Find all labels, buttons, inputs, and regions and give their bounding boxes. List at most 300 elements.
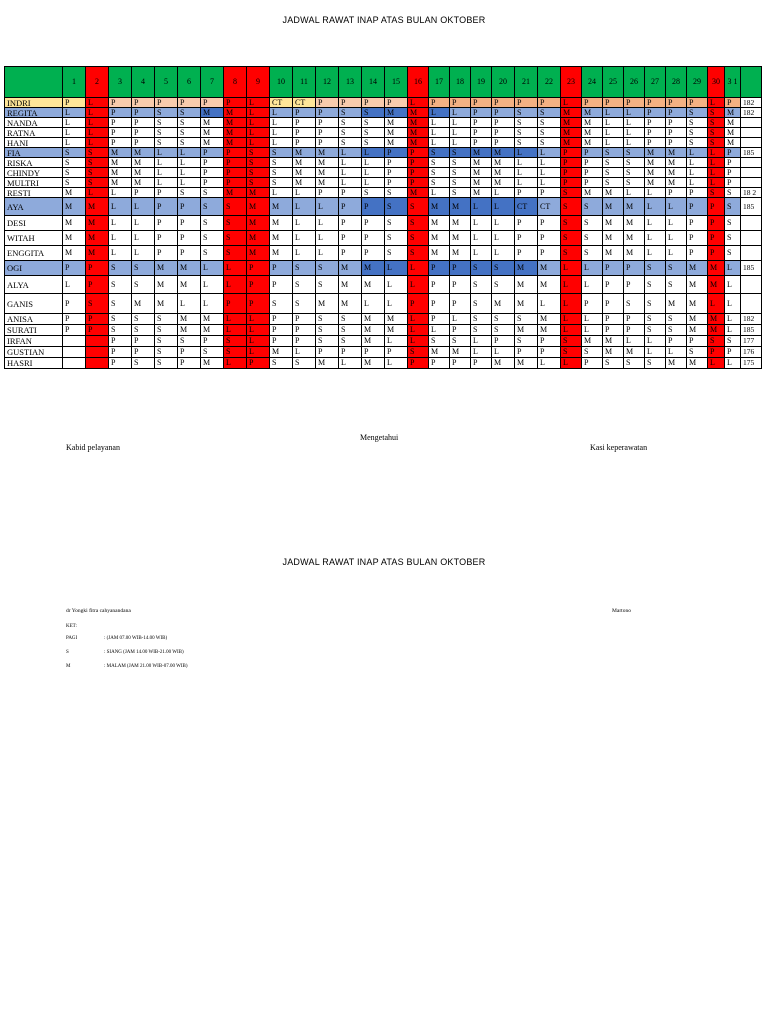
shift-cell: S: [201, 216, 224, 231]
shift-cell: P: [603, 276, 624, 294]
shift-cell: S: [155, 325, 178, 336]
shift-cell: L: [471, 347, 492, 358]
shift-cell: P: [224, 158, 247, 168]
row-extra-number: [741, 158, 762, 168]
shift-cell: CT: [538, 198, 561, 216]
shift-cell: L: [645, 188, 666, 198]
shift-cell: L: [429, 108, 450, 118]
staff-name: RISKA: [5, 158, 63, 168]
shift-cell: S: [86, 148, 109, 158]
shift-cell: S: [492, 325, 515, 336]
shift-cell: P: [471, 98, 492, 108]
shift-cell: S: [687, 347, 708, 358]
shift-cell: L: [109, 198, 132, 216]
shift-cell: M: [725, 108, 741, 118]
shift-cell: M: [362, 314, 385, 325]
shift-cell: L: [293, 231, 316, 246]
shift-cell: M: [515, 276, 538, 294]
day-header: 7: [201, 67, 224, 98]
schedule-row: [5, 336, 762, 347]
shift-cell: L: [708, 148, 725, 158]
shift-cell: M: [624, 347, 645, 358]
shift-cell: S: [645, 325, 666, 336]
shift-cell: P: [408, 148, 429, 158]
shift-cell: S: [408, 231, 429, 246]
staff-name: REGITA: [5, 108, 63, 118]
shift-cell: P: [293, 325, 316, 336]
shift-cell: S: [224, 198, 247, 216]
shift-cell: S: [201, 246, 224, 261]
shift-cell: L: [224, 261, 247, 276]
mengetahui-label: Mengetahui: [360, 433, 399, 442]
shift-cell: M: [471, 168, 492, 178]
shift-cell: S: [515, 138, 538, 148]
shift-cell: P: [270, 314, 293, 325]
shift-cell: L: [270, 118, 293, 128]
shift-cell: L: [86, 128, 109, 138]
schedule-row: [5, 276, 762, 294]
shift-cell: L: [492, 198, 515, 216]
staff-name: ENGGITA: [5, 246, 63, 261]
row-extra-number: 176: [741, 347, 762, 358]
shift-cell: L: [725, 294, 741, 314]
shift-cell: P: [86, 261, 109, 276]
shift-cell: S: [201, 198, 224, 216]
shift-cell: M: [582, 188, 603, 198]
shift-cell: S: [155, 336, 178, 347]
shift-cell: M: [429, 198, 450, 216]
shift-cell: S: [450, 158, 471, 168]
shift-cell: M: [603, 198, 624, 216]
shift-cell: L: [645, 336, 666, 347]
shift-cell: P: [316, 98, 339, 108]
shift-cell: M: [687, 325, 708, 336]
shift-cell: L: [624, 138, 645, 148]
shift-cell: [86, 336, 109, 347]
shift-cell: S: [63, 148, 86, 158]
shift-cell: P: [687, 198, 708, 216]
staff-name: RATNA: [5, 128, 63, 138]
shift-cell: M: [339, 294, 362, 314]
shift-cell: S: [224, 246, 247, 261]
shift-cell: S: [561, 198, 582, 216]
shift-cell: S: [155, 118, 178, 128]
shift-cell: L: [492, 216, 515, 231]
shift-cell: P: [385, 158, 408, 168]
shift-cell: P: [339, 216, 362, 231]
shift-cell: M: [109, 158, 132, 168]
shift-cell: M: [155, 276, 178, 294]
shift-cell: S: [725, 336, 741, 347]
shift-cell: M: [224, 188, 247, 198]
shift-cell: P: [362, 246, 385, 261]
shift-cell: L: [63, 128, 86, 138]
shift-cell: P: [178, 347, 201, 358]
schedule-row: [5, 198, 762, 216]
shift-cell: S: [339, 336, 362, 347]
shift-cell: M: [63, 231, 86, 246]
shift-cell: P: [201, 148, 224, 158]
shift-cell: S: [316, 276, 339, 294]
shift-cell: L: [471, 336, 492, 347]
shift-cell: S: [429, 148, 450, 158]
shift-cell: S: [725, 188, 741, 198]
shift-cell: S: [132, 261, 155, 276]
shift-cell: P: [178, 231, 201, 246]
shift-cell: M: [316, 158, 339, 168]
shift-cell: M: [247, 231, 270, 246]
shift-cell: L: [708, 158, 725, 168]
staff-name: ALYA: [5, 276, 63, 294]
shift-cell: L: [362, 168, 385, 178]
shift-cell: P: [293, 138, 316, 148]
day-header: 3: [109, 67, 132, 98]
shift-cell: M: [293, 178, 316, 188]
shift-cell: S: [624, 178, 645, 188]
shift-cell: S: [155, 347, 178, 358]
shift-cell: M: [582, 128, 603, 138]
shift-cell: M: [270, 347, 293, 358]
shift-cell: P: [270, 336, 293, 347]
shift-cell: S: [725, 231, 741, 246]
shift-cell: P: [582, 294, 603, 314]
shift-cell: M: [515, 325, 538, 336]
shift-cell: P: [408, 294, 429, 314]
shift-cell: S: [515, 118, 538, 128]
shift-cell: S: [224, 336, 247, 347]
day-header: 28: [666, 67, 687, 98]
shift-cell: M: [538, 325, 561, 336]
shift-cell: M: [687, 294, 708, 314]
shift-cell: L: [624, 188, 645, 198]
shift-cell: P: [339, 347, 362, 358]
shift-cell: P: [339, 188, 362, 198]
shift-cell: L: [603, 128, 624, 138]
shift-cell: S: [155, 108, 178, 118]
shift-cell: P: [385, 178, 408, 188]
staff-name: RESTI: [5, 188, 63, 198]
shift-cell: P: [561, 148, 582, 158]
shift-cell: P: [515, 231, 538, 246]
shift-cell: P: [132, 347, 155, 358]
shift-cell: S: [155, 358, 178, 369]
shift-cell: P: [155, 231, 178, 246]
shift-cell: P: [429, 98, 450, 108]
shift-cell: S: [178, 118, 201, 128]
shift-cell: M: [429, 231, 450, 246]
doctor-name: dr Yongki fitra cahyanandana: [66, 608, 131, 614]
shift-cell: [86, 358, 109, 369]
shift-cell: P: [645, 108, 666, 118]
shift-cell: L: [408, 98, 429, 108]
shift-cell: P: [201, 336, 224, 347]
shift-cell: P: [492, 138, 515, 148]
shift-cell: S: [708, 336, 725, 347]
shift-cell: M: [201, 118, 224, 128]
shift-cell: L: [362, 178, 385, 188]
shift-cell: L: [450, 108, 471, 118]
shift-cell: P: [666, 108, 687, 118]
shift-cell: P: [687, 336, 708, 347]
staff-name: SURATI: [5, 325, 63, 336]
shift-cell: M: [385, 108, 408, 118]
header-corner-cell: [5, 67, 63, 98]
shift-cell: S: [201, 347, 224, 358]
shift-cell: P: [603, 261, 624, 276]
day-header: 10: [270, 67, 293, 98]
shift-cell: L: [316, 198, 339, 216]
shift-cell: P: [109, 358, 132, 369]
shift-cell: P: [155, 188, 178, 198]
shift-cell: S: [132, 358, 155, 369]
row-extra-number: 185: [741, 325, 762, 336]
shift-cell: L: [645, 246, 666, 261]
shift-cell: M: [385, 128, 408, 138]
shift-cell: S: [645, 261, 666, 276]
shift-cell: L: [362, 148, 385, 158]
shift-cell: P: [624, 325, 645, 336]
shift-cell: S: [603, 158, 624, 168]
shift-cell: L: [362, 158, 385, 168]
shift-cell: L: [561, 276, 582, 294]
shift-cell: P: [725, 168, 741, 178]
shift-cell: L: [247, 98, 270, 108]
day-header: 17: [429, 67, 450, 98]
shift-cell: L: [201, 276, 224, 294]
schedule-row: [5, 148, 762, 158]
schedule-row: [5, 128, 762, 138]
shift-cell: P: [408, 168, 429, 178]
shift-cell: L: [247, 118, 270, 128]
shift-cell: P: [362, 198, 385, 216]
shift-cell: S: [538, 128, 561, 138]
row-extra-number: [741, 231, 762, 246]
shift-cell: L: [492, 246, 515, 261]
day-header: 14: [362, 67, 385, 98]
shift-cell: M: [86, 198, 109, 216]
shift-cell: M: [666, 158, 687, 168]
schedule-row: [5, 188, 762, 198]
shift-cell: S: [339, 325, 362, 336]
shift-cell: L: [247, 314, 270, 325]
shift-cell: P: [201, 178, 224, 188]
shift-cell: L: [538, 178, 561, 188]
shift-cell: M: [561, 118, 582, 128]
shift-cell: P: [362, 216, 385, 231]
shift-cell: S: [339, 118, 362, 128]
shift-cell: P: [450, 358, 471, 369]
shift-cell: S: [293, 276, 316, 294]
shift-cell: P: [515, 246, 538, 261]
shift-cell: M: [293, 158, 316, 168]
shift-cell: P: [624, 276, 645, 294]
shift-cell: P: [725, 98, 741, 108]
shift-cell: S: [293, 261, 316, 276]
schedule-row: [5, 98, 762, 108]
day-header: 8: [224, 67, 247, 98]
shift-cell: P: [201, 158, 224, 168]
shift-cell: S: [339, 108, 362, 118]
shift-cell: P: [109, 108, 132, 118]
row-extra-number: [741, 128, 762, 138]
shift-cell: P: [132, 118, 155, 128]
shift-cell: S: [582, 216, 603, 231]
shift-cell: M: [708, 325, 725, 336]
shift-cell: L: [293, 347, 316, 358]
shift-cell: L: [492, 347, 515, 358]
shift-cell: L: [339, 178, 362, 188]
shift-cell: P: [63, 325, 86, 336]
shift-cell: P: [492, 98, 515, 108]
row-extra-number: 185: [741, 148, 762, 158]
shift-cell: P: [708, 246, 725, 261]
shift-cell: M: [603, 347, 624, 358]
shift-cell: M: [624, 216, 645, 231]
shift-cell: P: [132, 188, 155, 198]
shift-cell: M: [645, 148, 666, 158]
shift-cell: P: [270, 276, 293, 294]
shift-cell: S: [725, 198, 741, 216]
shift-cell: S: [339, 128, 362, 138]
shift-cell: S: [471, 276, 492, 294]
shift-cell: P: [293, 108, 316, 118]
shift-cell: P: [109, 138, 132, 148]
shift-cell: P: [247, 276, 270, 294]
day-header: 21: [515, 67, 538, 98]
shift-cell: P: [63, 261, 86, 276]
shift-cell: L: [538, 148, 561, 158]
shift-cell: P: [561, 178, 582, 188]
shift-cell: S: [201, 188, 224, 198]
shift-cell: L: [450, 118, 471, 128]
shift-cell: L: [429, 128, 450, 138]
staff-name: OGI: [5, 261, 63, 276]
shift-cell: S: [429, 178, 450, 188]
shift-cell: M: [362, 325, 385, 336]
shift-cell: S: [362, 118, 385, 128]
martono-name: Martono: [612, 608, 631, 614]
shift-cell: S: [582, 198, 603, 216]
shift-cell: P: [515, 216, 538, 231]
shift-cell: S: [109, 261, 132, 276]
shift-cell: P: [450, 276, 471, 294]
shift-cell: L: [63, 108, 86, 118]
shift-cell: M: [450, 231, 471, 246]
shift-cell: P: [582, 98, 603, 108]
shift-cell: P: [471, 358, 492, 369]
row-extra-number: 185: [741, 198, 762, 216]
shift-cell: S: [538, 118, 561, 128]
shift-cell: M: [725, 128, 741, 138]
shift-cell: M: [624, 231, 645, 246]
staff-name: INDRI: [5, 98, 63, 108]
shift-cell: P: [316, 347, 339, 358]
shift-cell: L: [339, 358, 362, 369]
page-title-top: JADWAL RAWAT INAP ATAS BULAN OKTOBER: [282, 15, 486, 25]
shift-cell: S: [132, 325, 155, 336]
shift-cell: S: [270, 294, 293, 314]
shift-cell: S: [492, 314, 515, 325]
row-extra-number: [741, 178, 762, 188]
shift-cell: M: [538, 276, 561, 294]
shift-cell: M: [316, 294, 339, 314]
shift-cell: L: [270, 138, 293, 148]
shift-cell: P: [708, 216, 725, 231]
shift-cell: P: [666, 336, 687, 347]
shift-cell: S: [63, 158, 86, 168]
shift-cell: L: [385, 336, 408, 347]
shift-cell: M: [708, 261, 725, 276]
shift-cell: P: [687, 246, 708, 261]
shift-cell: L: [247, 325, 270, 336]
shift-cell: M: [492, 358, 515, 369]
shift-cell: M: [224, 138, 247, 148]
shift-cell: S: [666, 314, 687, 325]
shift-cell: S: [178, 336, 201, 347]
shift-cell: P: [538, 246, 561, 261]
shift-cell: M: [201, 325, 224, 336]
shift-cell: P: [645, 98, 666, 108]
shift-cell: P: [492, 118, 515, 128]
shift-cell: S: [155, 128, 178, 138]
shift-cell: P: [86, 325, 109, 336]
shift-cell: P: [471, 118, 492, 128]
shift-cell: M: [109, 168, 132, 178]
shift-cell: L: [362, 294, 385, 314]
shift-cell: L: [708, 168, 725, 178]
shift-cell: M: [247, 216, 270, 231]
shift-cell: S: [603, 148, 624, 158]
shift-cell: M: [725, 118, 741, 128]
shift-cell: M: [247, 246, 270, 261]
shift-cell: M: [666, 148, 687, 158]
shift-cell: M: [492, 158, 515, 168]
shift-cell: L: [247, 336, 270, 347]
shift-cell: M: [201, 358, 224, 369]
shift-cell: [63, 358, 86, 369]
legend-desc-malam: : MALAM (JAM 21.00 WIB-07.00 WIB): [104, 664, 188, 669]
shift-cell: L: [538, 358, 561, 369]
shift-cell: L: [561, 325, 582, 336]
shift-cell: L: [561, 98, 582, 108]
shift-cell: S: [666, 276, 687, 294]
shift-cell: L: [582, 314, 603, 325]
shift-cell: M: [224, 118, 247, 128]
shift-cell: S: [687, 138, 708, 148]
shift-cell: P: [708, 231, 725, 246]
shift-cell: P: [385, 98, 408, 108]
shift-cell: P: [429, 358, 450, 369]
shift-cell: M: [603, 231, 624, 246]
shift-cell: P: [178, 246, 201, 261]
shift-cell: P: [492, 128, 515, 138]
day-header: 23: [561, 67, 582, 98]
shift-cell: M: [316, 168, 339, 178]
shift-cell: L: [603, 118, 624, 128]
shift-cell: S: [450, 148, 471, 158]
shift-cell: S: [178, 128, 201, 138]
shift-cell: P: [132, 138, 155, 148]
shift-cell: M: [429, 216, 450, 231]
row-extra-number: 177: [741, 336, 762, 347]
shift-cell: S: [515, 336, 538, 347]
shift-cell: L: [582, 325, 603, 336]
shift-cell: S: [247, 148, 270, 158]
shift-cell: M: [603, 336, 624, 347]
shift-cell: S: [178, 108, 201, 118]
shift-cell: M: [624, 198, 645, 216]
shift-cell: M: [561, 138, 582, 148]
